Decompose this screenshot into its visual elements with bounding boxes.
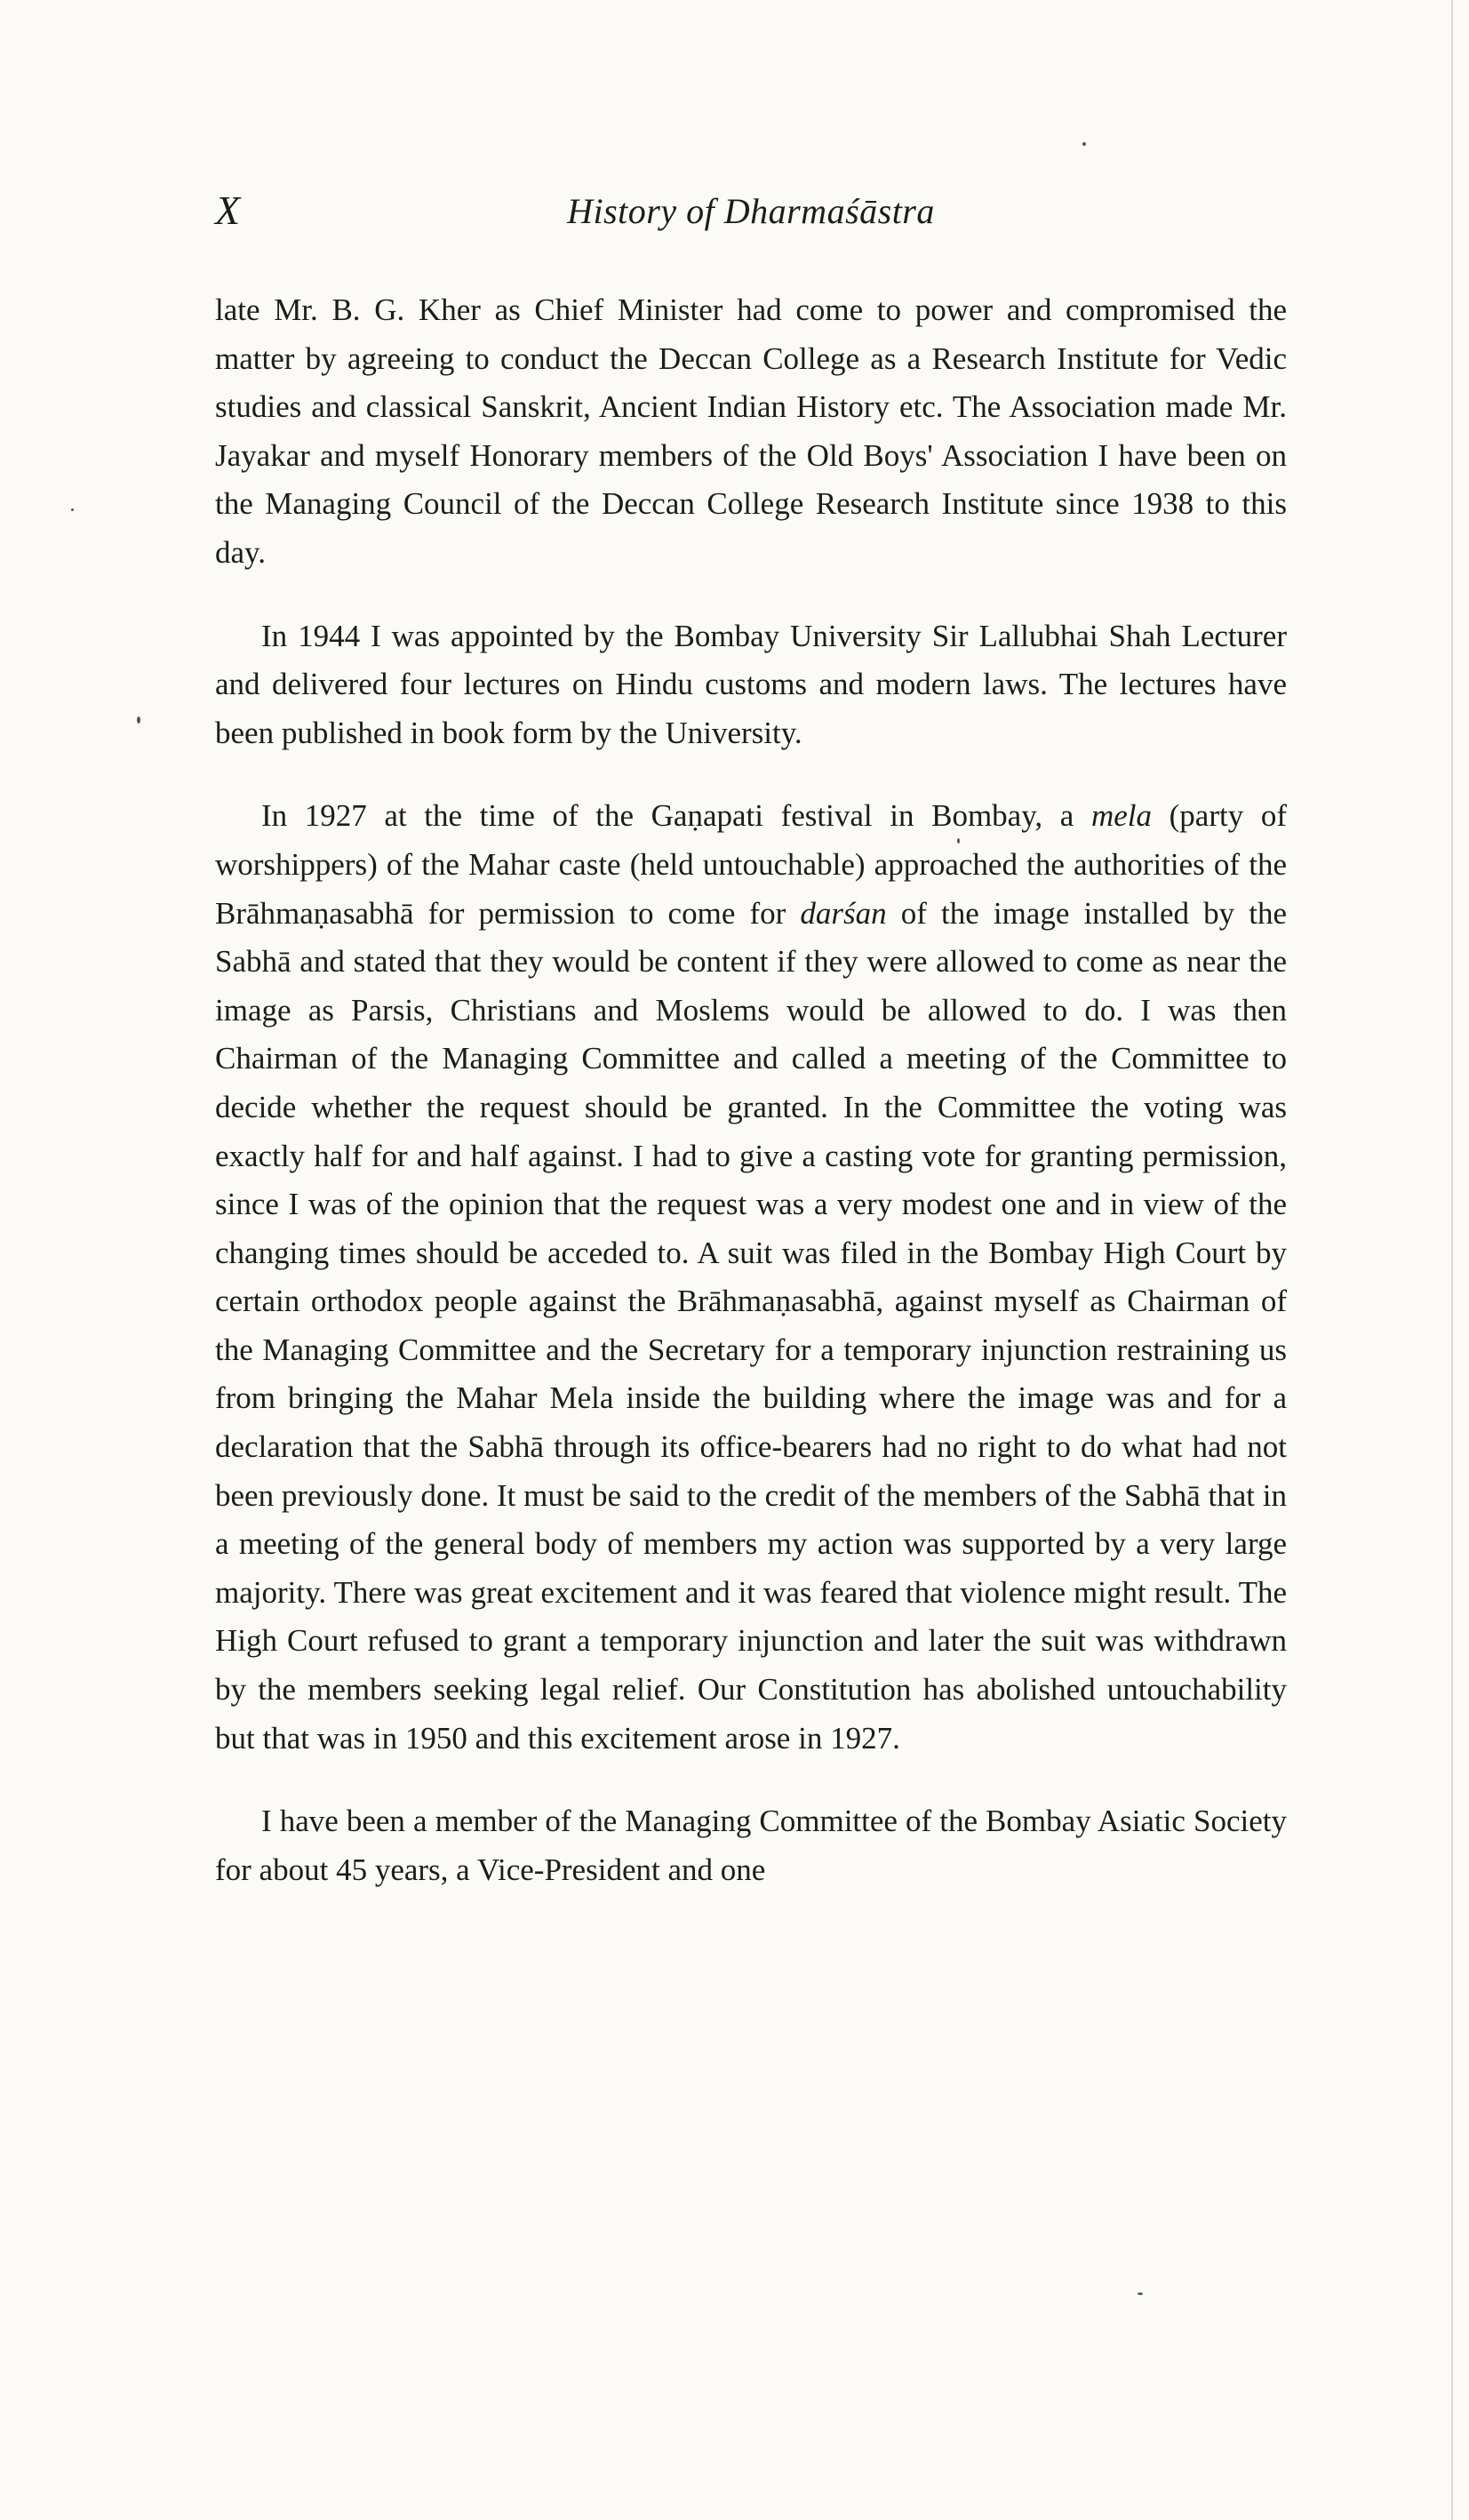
page-edge-rule — [1451, 0, 1453, 2520]
speck — [957, 838, 960, 844]
speck — [1138, 2292, 1143, 2295]
running-head: History of Dharmaśāstra — [567, 191, 935, 231]
paragraph-3-part-1: In 1927 at the time of the Gaṇapati festival in Bombay, a — [261, 798, 1091, 834]
paragraph-4: I have been a member of the Managing Committee of the Bombay Asiatic Society for about 45 years, a Vice-President and one — [215, 1804, 1287, 1887]
paragraph-3-part-2: (party of worshippers) of the Mahar caste (held untouchable) approached the authorities of the Brāhmaṇasabhā for permission to come for — [215, 798, 1287, 931]
body-text — [215, 286, 1287, 1929]
speck — [1082, 142, 1086, 146]
paragraph-2: In 1944 I was appointed by the Bombay University Sir Lallubhai Shah Lecturer and delivered four lectures on Hindu customs and modern laws. The lectures have been published in book form by the University. — [215, 618, 1287, 750]
darsan-term: darśan — [800, 895, 887, 931]
speck — [71, 508, 74, 511]
mela-term: mela — [1090, 798, 1153, 834]
paragraph-3 — [215, 792, 1287, 1763]
paragraph-1: late Mr. B. G. Kher as Chief Minister had come to power and compromised the matter by agreeing to conduct the Deccan College as a Research Institute for Vedic studies and classical Sanskrit, Ancient Indian History etc. The Association made Mr. Jayakar and myself Honorary members of the Old Boys' Association I have been on the Managing Council of the Deccan College Research Institute since 1938 to this day. — [215, 292, 1287, 570]
speck — [137, 716, 140, 724]
page-number: X — [215, 188, 241, 233]
page-header — [215, 187, 1287, 258]
paragraph-3-part-3: of the image installed by the Sabhā and stated that they would be content if they were allowed to come as near the image as Parsis, Christians and Moslems would be allowed to do. I was then Chairman of the Managing Committee and called a meeting of the Committee to decide whether the request should be granted. In the Committee the voting was exactly half for and half against. I had to give a casting vote for granting permission, since I was of the opinion that the request was a very modest one and in view of the changing times should be acceded to. A suit was filed in the Bombay High Court by certain orthodox people against the Brāhmaṇasabhā, against myself as Chairman of the Managing Committee and the Secretary for a temporary injunction restraining us from bringing the Mahar Mela inside the building where the image was and for a declaration that the Sabhā through its office-bearers had no right to do what had not been previously done. It must be said to the credit of the members of the Sabhā that in a meeting of the general body of members my action was supported by a very large majority. There was great excitement and it was feared that violence might result. The High Court refused to grant a temporary injunction and later the suit was withdrawn by the members seeking legal relief. Our Constitution has abolished untouchability but that was in 1950 and this excitement arose in 1927. — [215, 895, 1288, 1756]
